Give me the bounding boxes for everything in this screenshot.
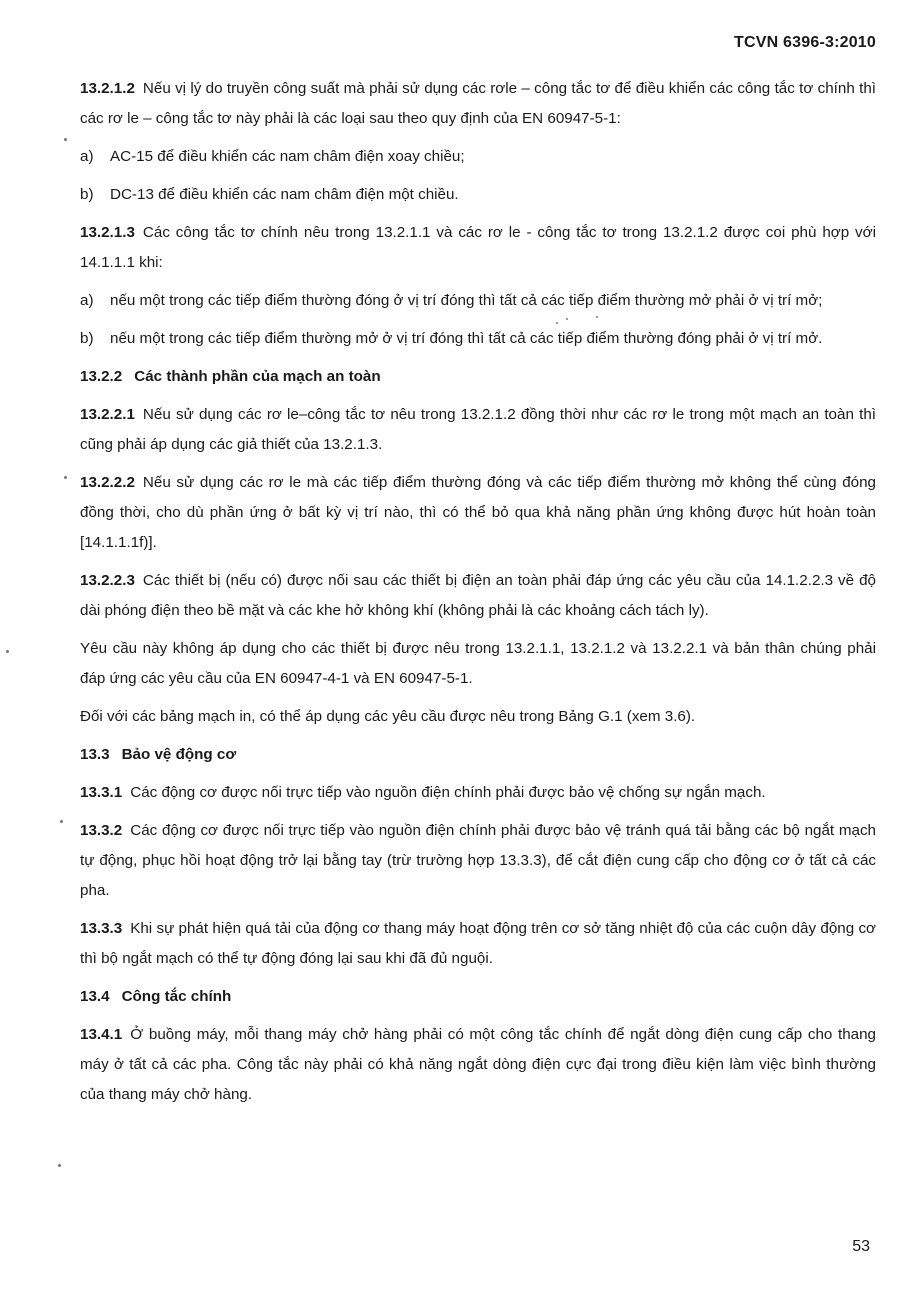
clause-number: 13.2.2.1 (80, 406, 135, 423)
clause-text: Khi sự phát hiện quá tải của động cơ thang máy hoạt động trên cơ sở tăng nhiệt độ của các cuộn dây động cơ thì bộ ngắt mạch có thể tự động đóng lại sau khi đã đủ nguội. (80, 920, 876, 967)
paragraph (80, 702, 876, 732)
list-item (80, 286, 876, 316)
section-number: 13.2.2 (80, 368, 123, 385)
clause-13-3-1 (80, 778, 876, 808)
scan-speck (566, 318, 568, 320)
section-number: 13.4 (80, 988, 110, 1005)
clause-text: Ở buồng máy, mỗi thang máy chở hàng phải có một công tắc chính để ngắt dòng điện cung cấp cho thang máy ở tất cả các pha. Công tắc này phải có khả năng ngắt dòng điện cực đại trong điều kiện làm việc bình thường của thang máy chở hàng. (80, 1026, 876, 1103)
section-title: Công tắc chính (121, 988, 232, 1005)
clause-text: Các công tắc tơ chính nêu trong 13.2.1.1 và các rơ le - công tắc tơ trong 13.2.1.2 được coi phù hợp với 14.1.1.1 khi: (80, 224, 876, 271)
list-text: DC-13 để điều khiển các nam châm điện một chiều. (110, 186, 459, 203)
paragraph (80, 634, 876, 694)
clause-13-2-1-3 (80, 218, 876, 278)
clause-number: 13.3.3 (80, 920, 123, 937)
section-number: 13.3 (80, 746, 110, 763)
paragraph-text: Đối với các bảng mạch in, có thể áp dụng các yêu cầu được nêu trong Bảng G.1 (xem 3.6). (80, 708, 696, 725)
list-item (80, 142, 876, 172)
clause-text: Các động cơ được nối trực tiếp vào nguồn điện chính phải được bảo vệ tránh quá tải bằng các bộ ngắt mạch tự động, phục hồi hoạt động trở lại bằng tay (trừ trường hợp 13.3.3), để cắt điện cung cấp cho động cơ ở tất cả các pha. (80, 822, 876, 899)
section-heading-13-4 (80, 982, 876, 1012)
scan-speck (64, 476, 67, 479)
section-heading-13-3 (80, 740, 876, 770)
list-text: nếu một trong các tiếp điểm thường đóng ở vị trí đóng thì tất cả các tiếp điểm thường mở phải ở vị trí mở; (110, 292, 823, 309)
list-label: a) (80, 148, 94, 165)
list-item (80, 180, 876, 210)
clause-number: 13.4.1 (80, 1026, 123, 1043)
clause-number: 13.2.1.3 (80, 224, 135, 241)
clause-13-3-2 (80, 816, 876, 906)
page-number: 53 (852, 1238, 870, 1255)
clause-number: 13.2.1.2 (80, 80, 135, 97)
scan-speck (60, 820, 63, 823)
list-label: b) (80, 186, 94, 203)
clause-13-2-2-3 (80, 566, 876, 626)
scan-speck (64, 138, 67, 141)
clause-number: 13.2.2.3 (80, 572, 135, 589)
list-item (80, 324, 876, 354)
section-title: Các thành phần của mạch an toàn (134, 368, 381, 385)
clause-13-2-1-2 (80, 74, 876, 134)
clause-13-4-1 (80, 1020, 876, 1110)
clause-text: Các động cơ được nối trực tiếp vào nguồn điện chính phải được bảo vệ chống sự ngắn mạch. (130, 784, 766, 801)
document-body (80, 74, 876, 1118)
clause-number: 13.3.2 (80, 822, 123, 839)
clause-text: Các thiết bị (nếu có) được nối sau các thiết bị điện an toàn phải đáp ứng các yêu cầu của 14.1.2.2.3 về độ dài phóng điện theo bề mặt và các khe hở không khí (không phải là các khoảng cách tách ly). (80, 572, 876, 619)
list-label: a) (80, 292, 94, 309)
standard-code: TCVN 6396-3:2010 (734, 34, 876, 51)
paragraph-text: Yêu cầu này không áp dụng cho các thiết bị được nêu trong 13.2.1.1, 13.2.1.2 và 13.2.2.1 và bản thân chúng phải đáp ứng các yêu cầu của EN 60947-4-1 và EN 60947-5-1. (80, 640, 876, 687)
clause-number: 13.3.1 (80, 784, 123, 801)
clause-text: Nếu vị lý do truyền công suất mà phải sử dụng các rơle – công tắc tơ để điều khiển các công tắc tơ chính thì các rơ le – công tắc tơ này phải là các loại sau theo quy định của EN 60947-5-1: (80, 80, 876, 127)
list-label: b) (80, 330, 94, 347)
section-title: Bảo vệ động cơ (121, 746, 237, 763)
section-heading-13-2-2 (80, 362, 876, 392)
list-text: AC-15 để điều khiển các nam châm điện xoay chiều; (110, 148, 465, 165)
scan-speck (556, 322, 558, 324)
clause-text: Nếu sử dụng các rơ le mà các tiếp điểm thường đóng và các tiếp điểm thường mở không thể cùng đóng đồng thời, cho dù phần ứng ở bất kỳ vị trí nào, thì có thể bỏ qua khả năng phần ứng không được hút hoàn toàn [14.1.1.1f)]. (80, 474, 876, 551)
clause-text: Nếu sử dụng các rơ le–công tắc tơ nêu trong 13.2.1.2 đồng thời như các rơ le trong một mạch an toàn thì cũng phải áp dụng các giả thiết của 13.2.1.3. (80, 406, 876, 453)
scan-speck (58, 1164, 61, 1167)
list-text: nếu một trong các tiếp điểm thường mở ở vị trí đóng thì tất cả các tiếp điểm thường đóng phải ở vị trí mở. (110, 330, 823, 347)
scan-speck (596, 316, 598, 318)
clause-13-2-2-1 (80, 400, 876, 460)
scan-speck (6, 650, 9, 653)
clause-13-3-3 (80, 914, 876, 974)
clause-number: 13.2.2.2 (80, 474, 135, 491)
clause-13-2-2-2 (80, 468, 876, 558)
